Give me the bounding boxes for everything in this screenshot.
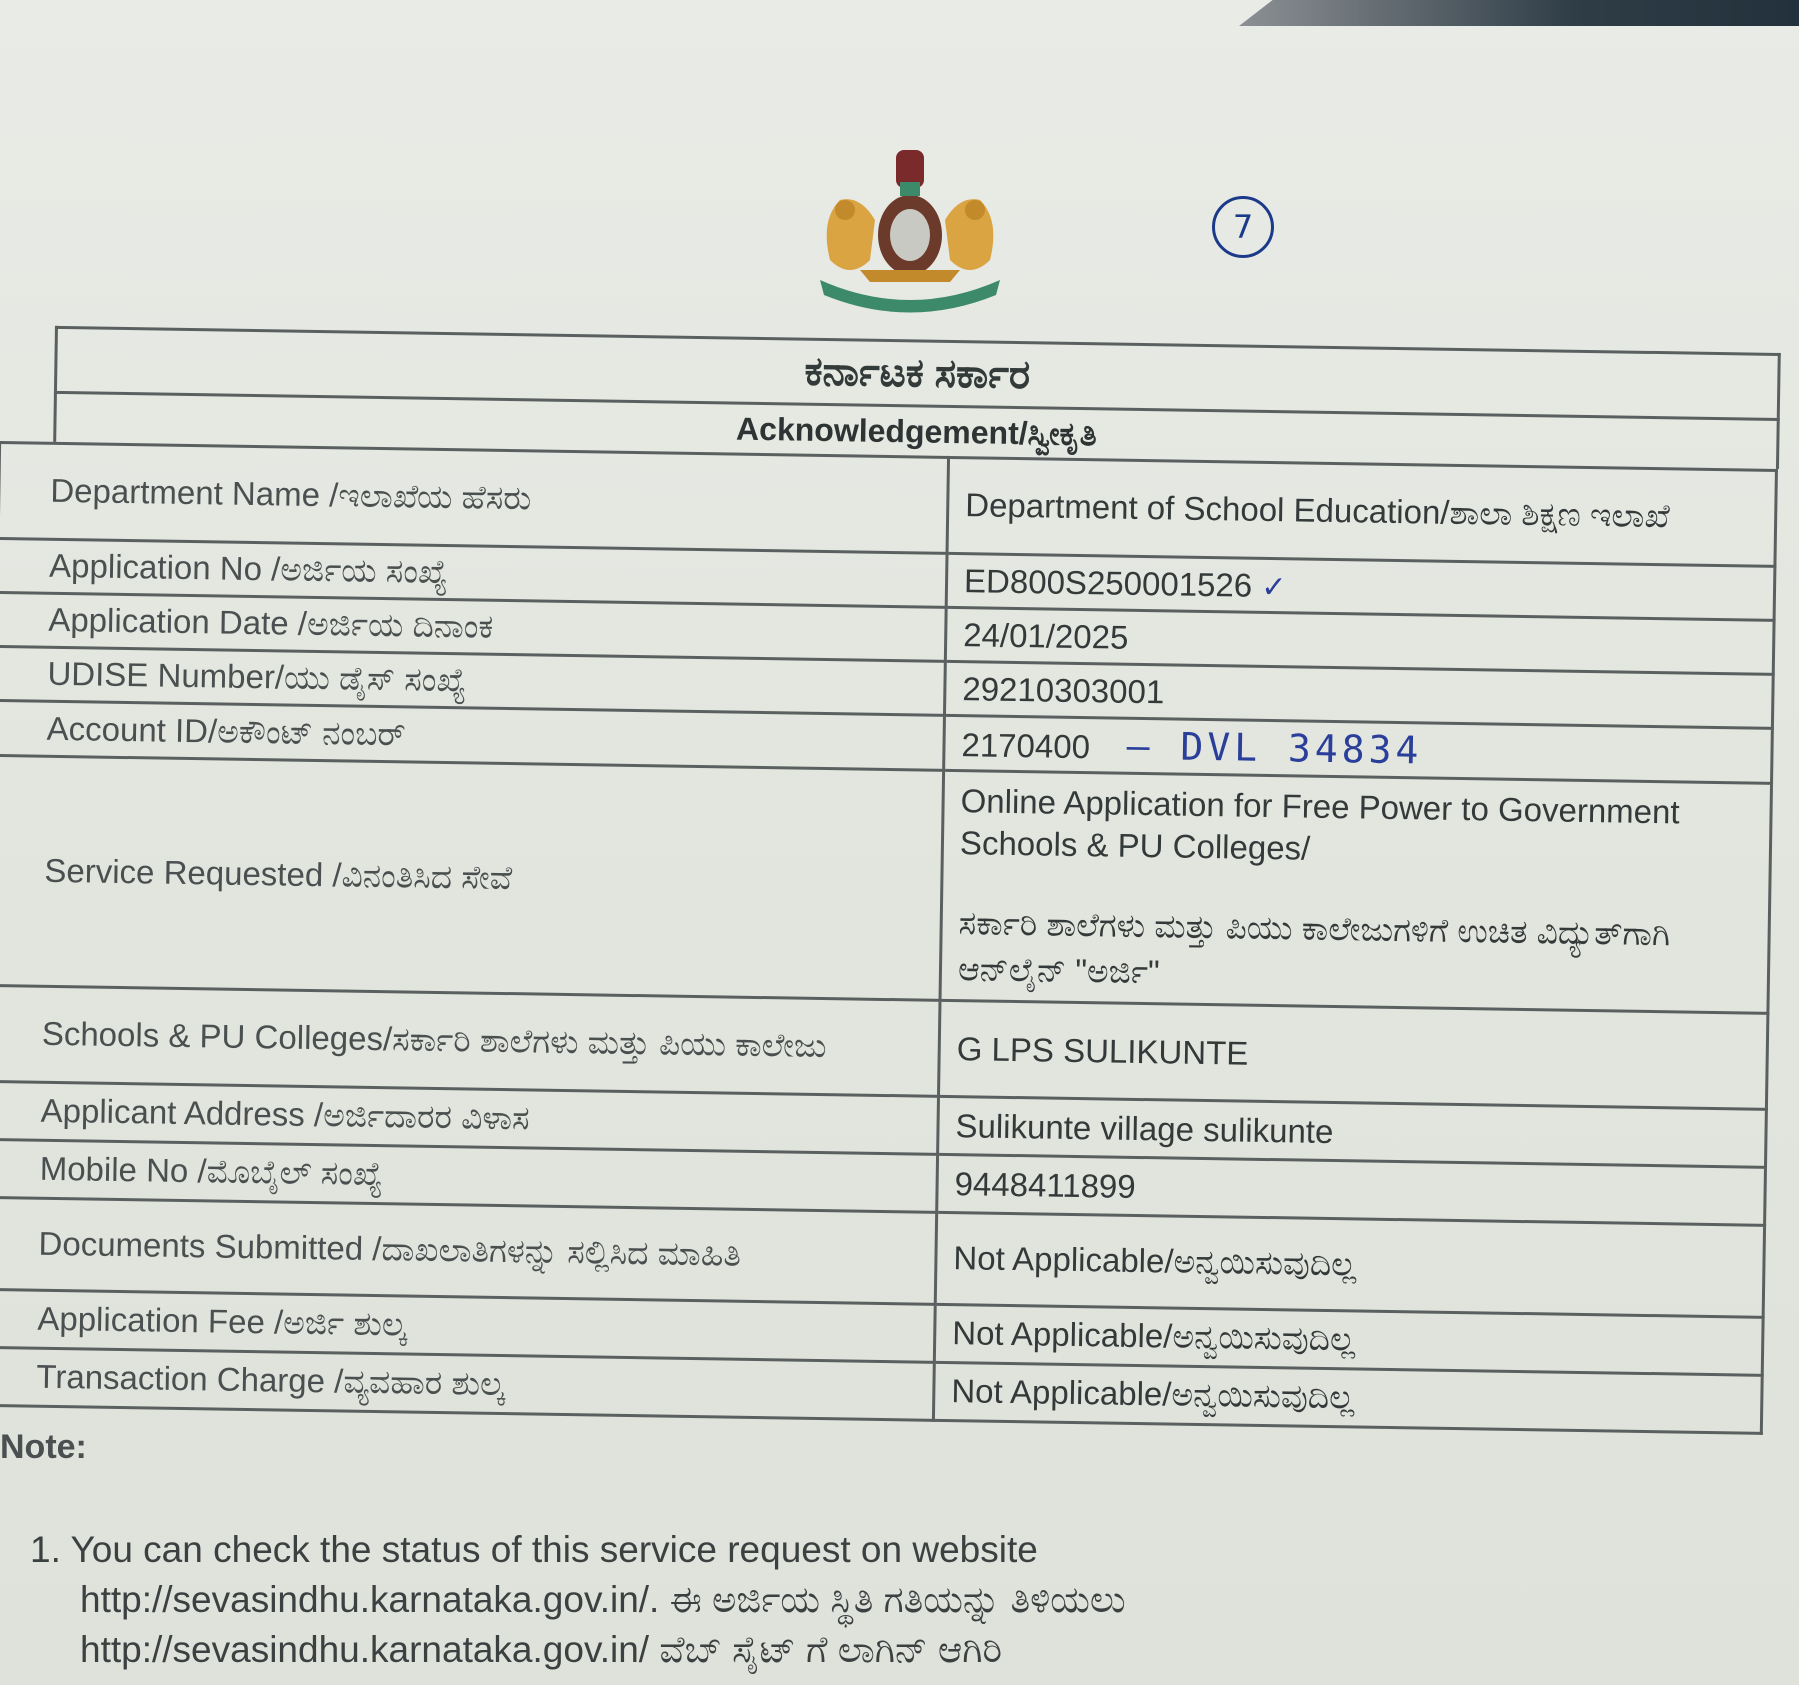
row-value: 29210303001 [944,661,1773,728]
row-value: 24/01/2025 [945,607,1774,674]
details-table [0,441,1778,1435]
row-label: Transaction Charge /ವ್ಯವಹಾರ ಶುಲ್ಕ [0,1347,934,1420]
service-name-kn: ಸರ್ಕಾರಿ ಶಾಲೆಗಳು ಮತ್ತು ಪಿಯು ಕಾಲೇಜುಗಳಿಗೆ ಉಚಿತ ವಿದ್ಯುತ್‌ಗಾಗಿ ಆನ್‌ಲೈನ್ "ಅರ್ಜಿ" [957,903,1671,990]
background-edge [1239,0,1799,26]
row-value: 9448411899 [937,1154,1766,1225]
government-title: ಕರ್ನಾಟಕ ಸರ್ಕಾರ [54,326,1781,418]
row-label: Account ID/ಅಕೌಂಟ್ ನಂಬರ್ [0,700,944,770]
row-value [940,770,1772,1013]
row-value: Not Applicable/ಅನ್ವಯಿಸುವುದಿಲ್ಲ [934,1304,1763,1375]
handwritten-number-mark: 7 [1212,196,1274,258]
row-value: Not Applicable/ಅನ್ವಯಿಸುವುದಿಲ್ಲ [935,1212,1764,1317]
row-label: Department Name /ಇಲಾಖೆಯ ಹೆಸರು [0,443,949,554]
row-value: Not Applicable/ಅನ್ವಯಿಸುವುದಿಲ್ಲ [933,1362,1762,1433]
page-title: Acknowledgement/ಸ್ವೀಕೃತಿ [53,391,1780,469]
checkmark-icon: ✓ [1261,570,1287,604]
note-link-line: http://sevasindhu.karnataka.gov.in/. ಈ ಅರ್ಜಿಯ ಸ್ಥಿತಿ ಗತಿಯನ್ನು ತಿಳಿಯಲು [80,1579,1126,1620]
row-value: G LPS SULIKUNTE [939,1000,1768,1109]
row-label: Service Requested /ವಿನಂತಿಸಿದ ಸೇವೆ [0,755,944,1000]
row-label: Application Fee /ಅರ್ಜಿ ಶುಲ್ಕ [0,1289,935,1362]
row-value: Department of School Education/ಶಾಲಾ ಶಿಕ್ಷಣ ಇಲಾಖೆ [947,457,1776,566]
note-link-line: http://sevasindhu.karnataka.gov.in/ ವೆಬ್ ಸೈಟ್ ಗೆ ಲಾಗಿನ್ ಆಗಿರಿ [80,1629,1003,1670]
note-body [30,1525,1126,1675]
acknowledgement-form [0,325,1799,1435]
row-value: Sulikunte village sulikunte [938,1096,1767,1167]
handwritten-note: — DVL 34834 [1126,723,1423,773]
service-name-en: Online Application for Free Power to Government Schools & PU Colleges/ [959,781,1680,867]
row-label: Application Date /ಅರ್ಜಿಯ ದಿನಾಂಕ [0,592,946,661]
note-line: 1. You can check the status of this service request on website [30,1529,1038,1570]
row-label: Documents Submitted /ದಾಖಲಾತಿಗಳನ್ನು ಸಲ್ಲಿಸಿದ ಮಾಹಿತಿ [0,1197,937,1304]
row-label: UDISE Number/ಯು ಡೈಸ್ ಸಂಖ್ಯೆ [0,646,945,715]
application-number: ED800S250001526 [963,561,1253,604]
karnataka-emblem-icon [800,130,1020,315]
row-label: Application No /ಅರ್ಜಿಯ ಸಂಖ್ಯೆ [0,538,947,607]
row-label: Schools & PU Colleges/ಸರ್ಕಾರಿ ಶಾಲೆಗಳು ಮತ್ತು ಪಿಯು ಕಾಲೇಜು [0,985,940,1096]
table-row [0,755,1772,1013]
row-label: Mobile No /ಮೊಬೈಲ್ ಸಂಖ್ಯೆ [0,1139,938,1212]
account-id: 2170400 [961,726,1091,766]
row-label: Applicant Address /ಅರ್ಜಿದಾರರ ವಿಳಾಸ [0,1081,939,1154]
note-heading: Note: [0,1428,87,1466]
